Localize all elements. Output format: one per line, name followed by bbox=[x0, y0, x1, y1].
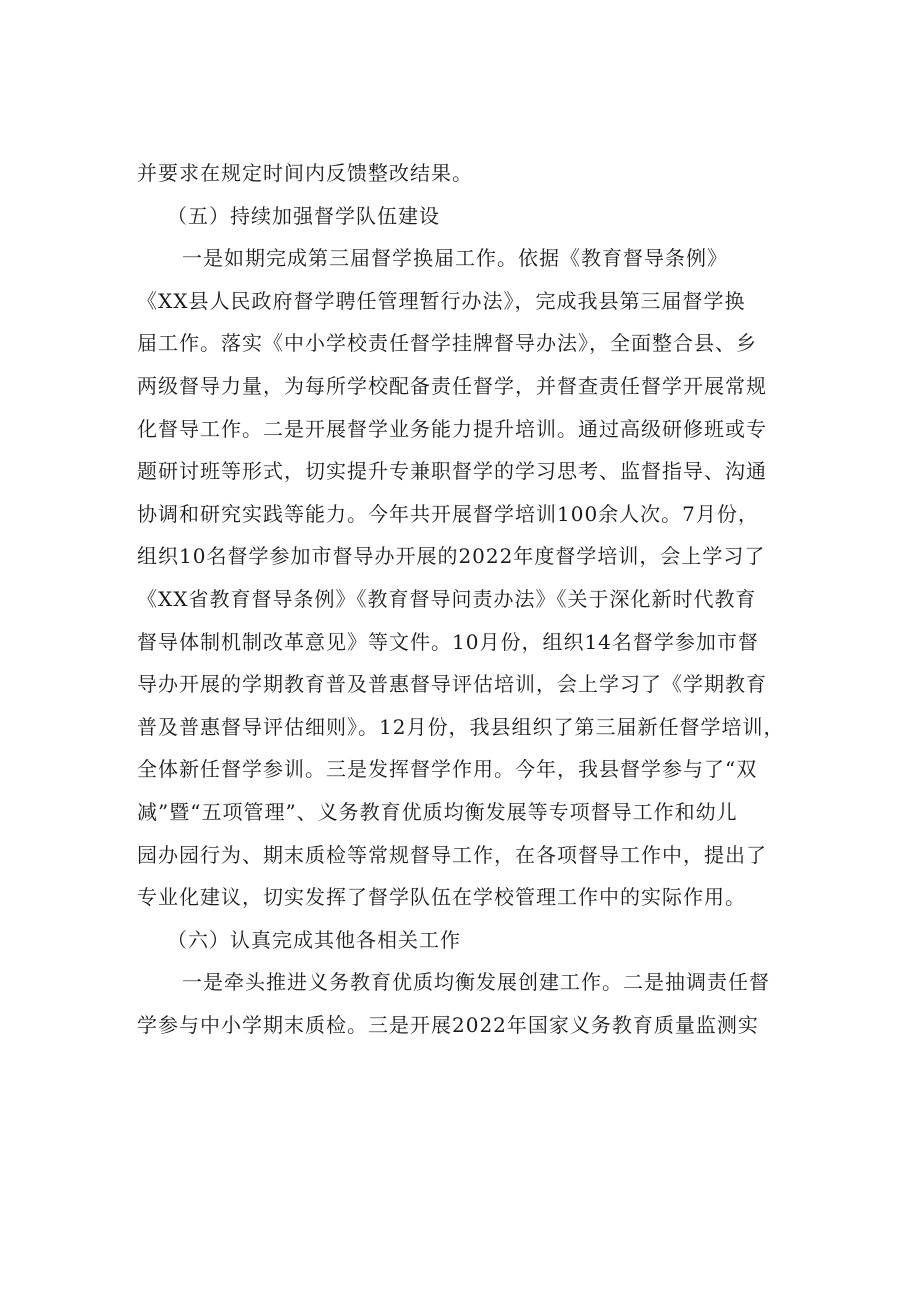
text-line: 学参与中小学期末质检。三是开展2022年国家义务教育质量监测实 bbox=[137, 1012, 759, 1037]
text-line: 普及普惠督导评估细则》。12月份，我县组织了第三届新任督学培训， bbox=[137, 714, 785, 739]
text-line: 督导体制机制改革意见》等文件。10月份，组织14名督学参加市督 bbox=[137, 629, 759, 654]
text-line: 专业化建议，切实发挥了督学队伍在学校管理工作中的实际作用。 bbox=[137, 885, 746, 910]
text-line: 《XX县人民政府督学聘任管理暂行办法》，完成我县第三届督学换 bbox=[137, 288, 746, 313]
text-line: 导办开展的学期教育普及普惠督导评估培训，会上学习了《学期教育 bbox=[137, 672, 767, 697]
text-line: 题研讨班等形式，切实提升专兼职督学的学习思考、监督指导、沟通 bbox=[137, 459, 767, 484]
text-line: 全体新任督学参训。三是发挥督学作用。今年，我县督学参与了“双 bbox=[137, 757, 758, 782]
text-line: 协调和研究实践等能力。今年共开展督学培训100余人次。7月份， bbox=[137, 501, 759, 526]
paragraph-first-line: 一是如期完成第三届督学换届工作。依据《教育督导条例》 bbox=[182, 246, 728, 271]
text-line: 减”暨“五项管理”、义务教育优质均衡发展等专项督导工作和幼儿 bbox=[137, 799, 738, 824]
paragraph-first-line: 一是牵头推进义务教育优质均衡发展创建工作。二是抽调责任督 bbox=[182, 970, 770, 995]
text-line: 组织10名督学参加市督导办开展的2022年度督学培训，会上学习了 bbox=[137, 544, 766, 569]
document-body bbox=[137, 152, 791, 1046]
section-heading-5: （五）持续加强督学队伍建设 bbox=[167, 203, 440, 228]
text-line: 园办园行为、期末质检等常规督导工作，在各项督导工作中，提出了 bbox=[137, 842, 767, 867]
section-heading-6: （六）认真完成其他各相关工作 bbox=[167, 927, 461, 952]
text-line: 《XX省教育督导条例》《教育督导问责办法》《关于深化新时代教育 bbox=[137, 586, 757, 611]
text-line: 两级督导力量，为每所学校配备责任督学，并督查责任督学开展常规 bbox=[137, 373, 767, 398]
text-line: 并要求在规定时间内反馈整改结果。 bbox=[137, 161, 473, 185]
text-line: 届工作。落实《中小学校责任督学挂牌督导办法》，全面整合县、乡 bbox=[137, 331, 757, 356]
text-line: 化督导工作。二是开展督学业务能力提升培训。通过高级研修班或专 bbox=[137, 416, 767, 441]
